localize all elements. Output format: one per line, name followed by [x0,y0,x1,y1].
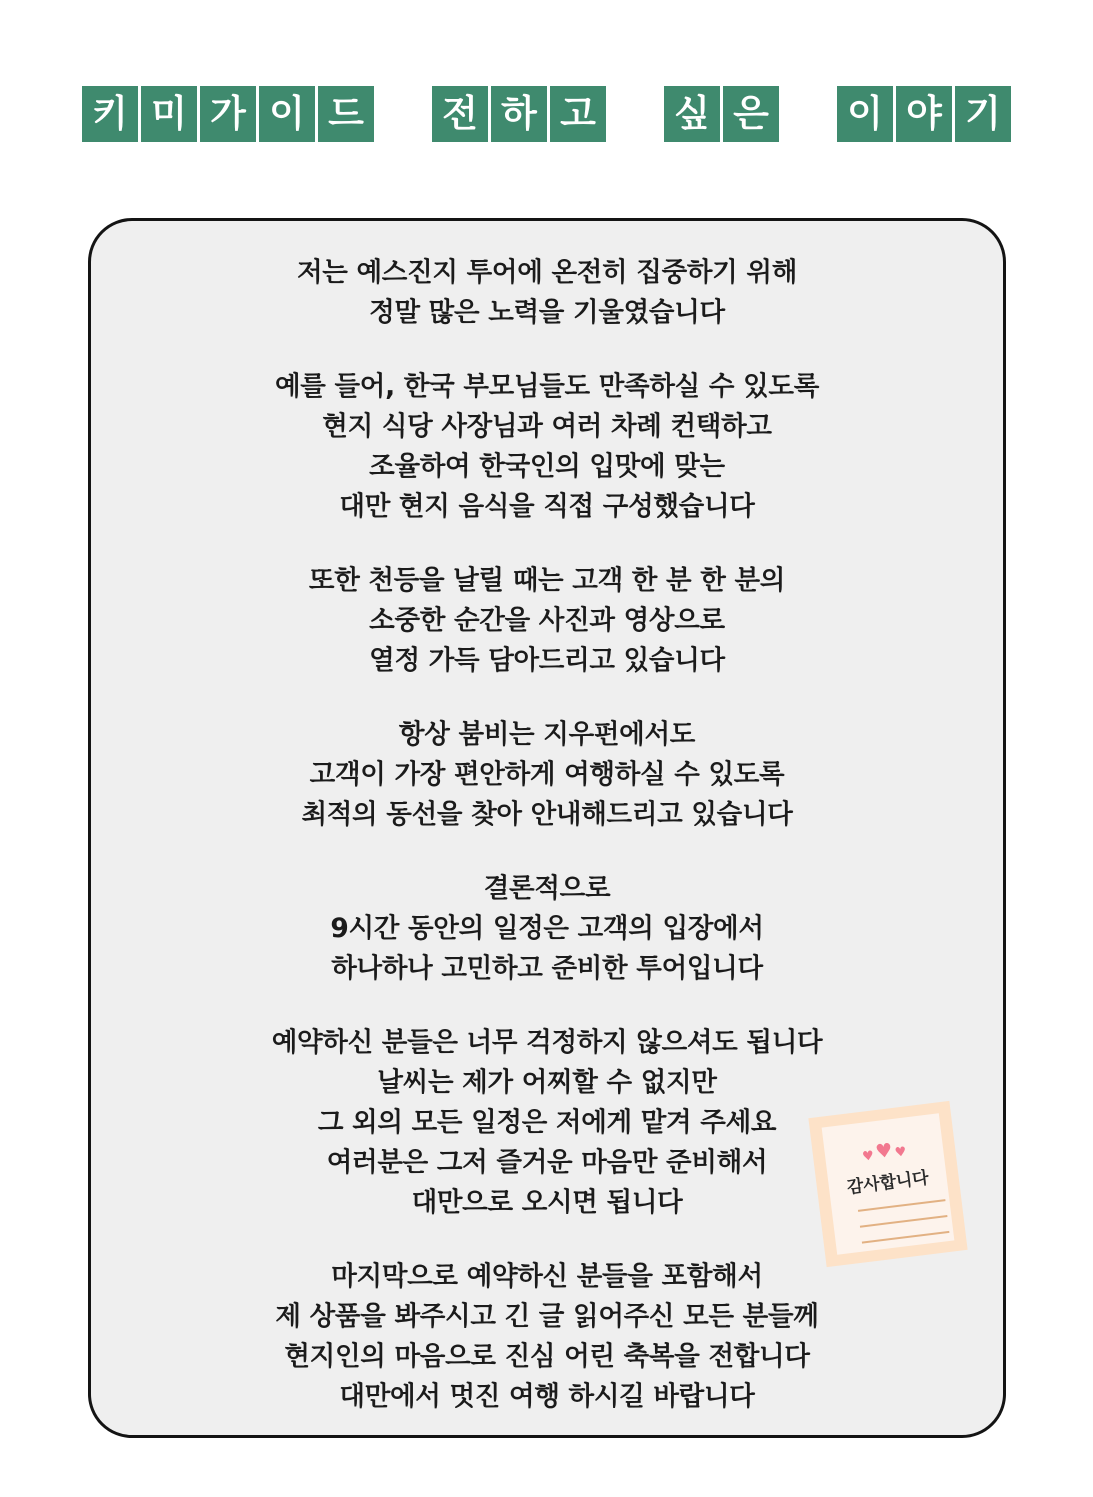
message-line: 열정 가득 담아드리고 있습니다 [369,645,725,676]
title-tile: 은 [723,86,779,142]
message-line: 결론적으로 [483,873,611,904]
title-tile: 고 [550,86,606,142]
title-tile: 기 [955,86,1011,142]
message-line: 대만으로 오시면 됩니다 [411,1187,683,1218]
title-word [837,86,1011,142]
message-line: 현지인의 마음으로 진심 어린 축복을 전합니다 [284,1341,810,1372]
message-line: 또한 천등을 날릴 때는 고객 한 분 한 분의 [308,565,786,596]
sticker-rule [862,1231,950,1244]
title-word [82,86,374,142]
message-line: 고객이 가장 편안하게 여행하실 수 있도록 [309,759,785,790]
message-line: 대만에서 멋진 여행 하시길 바랍니다 [339,1381,755,1412]
message-line: 마지막으로 예약하신 분들을 포함해서 [331,1261,763,1292]
message-line: 그 외의 모든 일정은 저에게 맡겨 주세요 [317,1107,777,1138]
message-line: 최적의 동선을 찾아 안내해드리고 있습니다 [301,799,793,830]
message-line: 하나하나 고민하고 준비한 투어입니다 [331,953,763,984]
title-tile: 야 [896,86,952,142]
title-word [664,86,779,142]
message-paragraph [115,367,979,527]
title-tile: 하 [491,86,547,142]
title-tile: 미 [141,86,197,142]
title-tile: 싶 [664,86,720,142]
message-line: 조율하여 한국인의 입맛에 맞는 [369,451,725,482]
title-tile: 전 [432,86,488,142]
heart-icon: ♥ [861,1148,875,1165]
message-line: 정말 많은 노력을 기울였습니다 [369,297,725,328]
sticker-rule [858,1199,946,1212]
sticker-label: 감사합니다 [845,1168,930,1198]
message-line: 날씨는 제가 어찌할 수 없지만 [377,1067,717,1098]
title-tile: 이 [259,86,315,142]
message-line: 제 상품을 봐주시고 긴 글 읽어주신 모든 분들께 [275,1301,819,1332]
message-paragraph [115,253,979,333]
message-line: 항상 붐비는 지우펀에서도 [398,719,696,750]
message-line: 예를 들어, 한국 부모님들도 만족하실 수 있도록 [274,371,819,402]
message-line: 9시간 동안의 일정은 고객의 입장에서 [330,913,764,944]
message-paragraph [115,715,979,835]
title-tile: 이 [837,86,893,142]
message-card [88,218,1006,1438]
message-line: 소중한 순간을 사진과 영상으로 [369,605,725,636]
title-word [432,86,606,142]
message-paragraph [115,1257,979,1417]
message-paragraph [115,869,979,989]
page-title [0,86,1093,142]
message-line: 여러분은 그저 즐거운 마음만 준비해서 [326,1147,768,1178]
heart-icon: ♥ [874,1139,894,1164]
title-tile: 키 [82,86,138,142]
title-tile: 드 [318,86,374,142]
title-tile: 가 [200,86,256,142]
sticker-rule [860,1215,948,1228]
message-paragraph [115,561,979,681]
heart-icon: ♥ [893,1144,908,1161]
message-line: 대만 현지 음식을 직접 구성했습니다 [339,491,755,522]
sticker-paper [822,1113,955,1254]
thank-you-sticker [808,1101,967,1267]
message-line: 저는 예스진지 투어에 온전히 집중하기 위해 [296,257,797,288]
message-line: 현지 식당 사장님과 여러 차례 컨택하고 [322,411,772,442]
message-line: 예약하신 분들은 너무 걱정하지 않으셔도 됩니다 [271,1027,823,1058]
